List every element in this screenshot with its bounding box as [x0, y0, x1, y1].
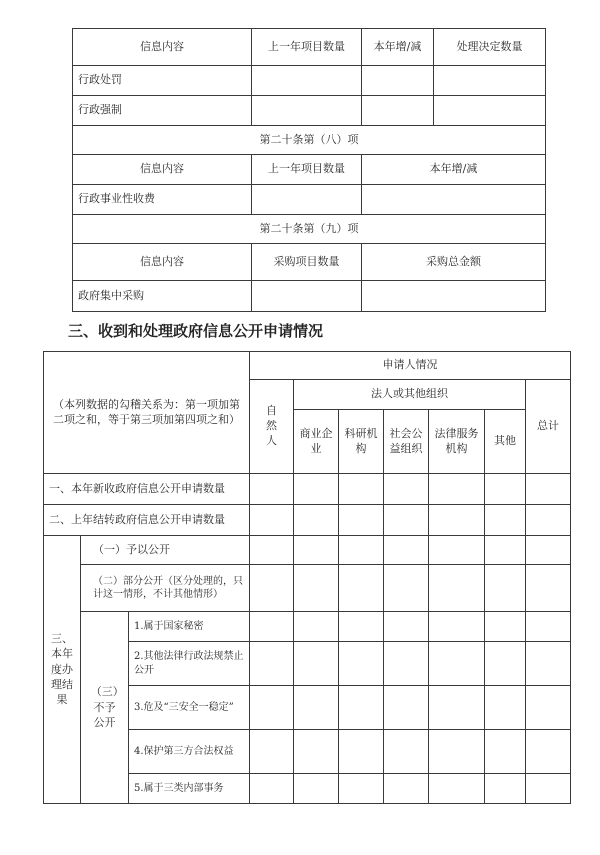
section-title-item-9: 第二十条第（九）项	[73, 215, 546, 244]
header-year-change: 本年增/减	[362, 29, 434, 66]
legal-org-header: 法人或其他组织	[294, 380, 526, 410]
disclosure-items-table	[72, 28, 546, 312]
table-cell	[485, 730, 526, 774]
header-decision-count: 处理决定数量	[434, 29, 546, 66]
row-three-security-stability: 3.危及“三安全一稳定”	[129, 686, 250, 730]
header-legal-service-org: 法律服务机构	[429, 410, 485, 474]
row-internal-affairs: 5.属于三类内部事务	[129, 774, 250, 804]
table-cell	[384, 642, 429, 686]
group-processing-results: 三、本年度办理结果	[44, 536, 81, 804]
table-cell	[429, 536, 485, 565]
table-cell	[294, 642, 339, 686]
table-cell	[429, 642, 485, 686]
table-cell	[485, 536, 526, 565]
table-cell	[294, 686, 339, 730]
table-cell	[252, 66, 362, 96]
header-commercial-enterprise: 商业企业	[294, 410, 339, 474]
table-cell	[250, 565, 294, 612]
table-cell	[339, 642, 384, 686]
applicant-header: 申请人情况	[250, 352, 571, 380]
row-partially-disclosed: （二）部分公开（区分处理的，只计这一情形，不计其他情形）	[81, 565, 250, 612]
table-cell	[339, 730, 384, 774]
table-cell	[384, 730, 429, 774]
table-cell	[485, 505, 526, 536]
table-cell	[434, 96, 546, 126]
table-cell	[294, 505, 339, 536]
row-label-administrative-penalty: 行政处罚	[73, 66, 252, 96]
header-other: 其他	[485, 410, 526, 474]
table-cell	[526, 730, 571, 774]
table-cell	[362, 66, 434, 96]
table-cell	[429, 505, 485, 536]
header-natural-person: 自然人	[250, 380, 294, 474]
table-cell	[362, 281, 546, 312]
table-cell	[250, 774, 294, 804]
section-heading: 三、收到和处理政府信息公开申请情况	[68, 322, 324, 340]
table-cell	[434, 66, 546, 96]
table-cell	[526, 565, 571, 612]
table-cell	[526, 642, 571, 686]
table-cell	[384, 686, 429, 730]
row-disclosed: （一）予以公开	[81, 536, 250, 565]
header-info-content: 信息内容	[73, 29, 252, 66]
table-cell	[384, 474, 429, 505]
table-cell	[339, 474, 384, 505]
table-cell	[339, 774, 384, 804]
table-cell	[294, 730, 339, 774]
table-cell	[485, 565, 526, 612]
table-cell	[384, 505, 429, 536]
header-info-content: 信息内容	[73, 155, 252, 185]
header-info-content: 信息内容	[73, 244, 252, 281]
table-cell	[252, 96, 362, 126]
header-total: 总计	[526, 380, 571, 474]
table-cell	[485, 686, 526, 730]
table-cell	[252, 281, 362, 312]
table-cell	[339, 686, 384, 730]
table-cell	[429, 474, 485, 505]
header-procurement-total: 采购总金额	[362, 244, 546, 281]
table-cell	[526, 774, 571, 804]
table-cell	[526, 536, 571, 565]
header-research-institution: 科研机构	[339, 410, 384, 474]
table-cell	[294, 565, 339, 612]
checksum-note: （本列数据的勾稽关系为：第一项加第二项之和，等于第三项加第四项之和）	[44, 352, 250, 474]
table-cell	[250, 612, 294, 642]
table-cell	[526, 474, 571, 505]
table-cell	[384, 612, 429, 642]
row-third-party-rights: 4.保护第三方合法权益	[129, 730, 250, 774]
table-cell	[362, 96, 434, 126]
table-cell	[250, 536, 294, 565]
table-cell	[294, 536, 339, 565]
table-cell	[339, 536, 384, 565]
header-prev-year-count: 上一年项目数量	[252, 29, 362, 66]
table-cell	[526, 505, 571, 536]
table-cell	[250, 730, 294, 774]
table-cell	[485, 774, 526, 804]
table-cell	[485, 612, 526, 642]
table-cell	[384, 774, 429, 804]
table-cell	[384, 565, 429, 612]
table-cell	[485, 642, 526, 686]
section-title-item-8: 第二十条第（八）项	[73, 126, 546, 155]
row-state-secret: 1.属于国家秘密	[129, 612, 250, 642]
table-cell	[485, 474, 526, 505]
row-label-government-procurement: 政府集中采购	[73, 281, 252, 312]
table-cell	[252, 185, 362, 215]
table-cell	[294, 474, 339, 505]
table-cell	[429, 565, 485, 612]
header-procurement-count: 采购项目数量	[252, 244, 362, 281]
table-cell	[250, 642, 294, 686]
table-cell	[294, 612, 339, 642]
table-cell	[429, 612, 485, 642]
table-cell	[526, 686, 571, 730]
header-prev-year-count: 上一年项目数量	[252, 155, 362, 185]
table-cell	[250, 474, 294, 505]
table-cell	[429, 686, 485, 730]
row-prohibited-by-law: 2.其他法律行政法规禁止公开	[129, 642, 250, 686]
disclosure-requests-table	[43, 351, 571, 804]
table-cell	[250, 505, 294, 536]
header-public-welfare-org: 社会公益组织	[384, 410, 429, 474]
row-label-administrative-fees: 行政事业性收费	[73, 185, 252, 215]
group-not-disclosed: （三）不予公开	[81, 612, 129, 804]
table-cell	[294, 774, 339, 804]
table-cell	[429, 774, 485, 804]
table-cell	[526, 612, 571, 642]
table-cell	[362, 185, 546, 215]
table-cell	[339, 565, 384, 612]
table-cell	[339, 612, 384, 642]
table-cell	[384, 536, 429, 565]
row-new-requests: 一、本年新收政府信息公开申请数量	[44, 474, 250, 505]
row-carried-over-requests: 二、上年结转政府信息公开申请数量	[44, 505, 250, 536]
header-year-change: 本年增/减	[362, 155, 546, 185]
table-cell	[339, 505, 384, 536]
table-cell	[429, 730, 485, 774]
table-cell	[250, 686, 294, 730]
row-label-administrative-enforcement: 行政强制	[73, 96, 252, 126]
